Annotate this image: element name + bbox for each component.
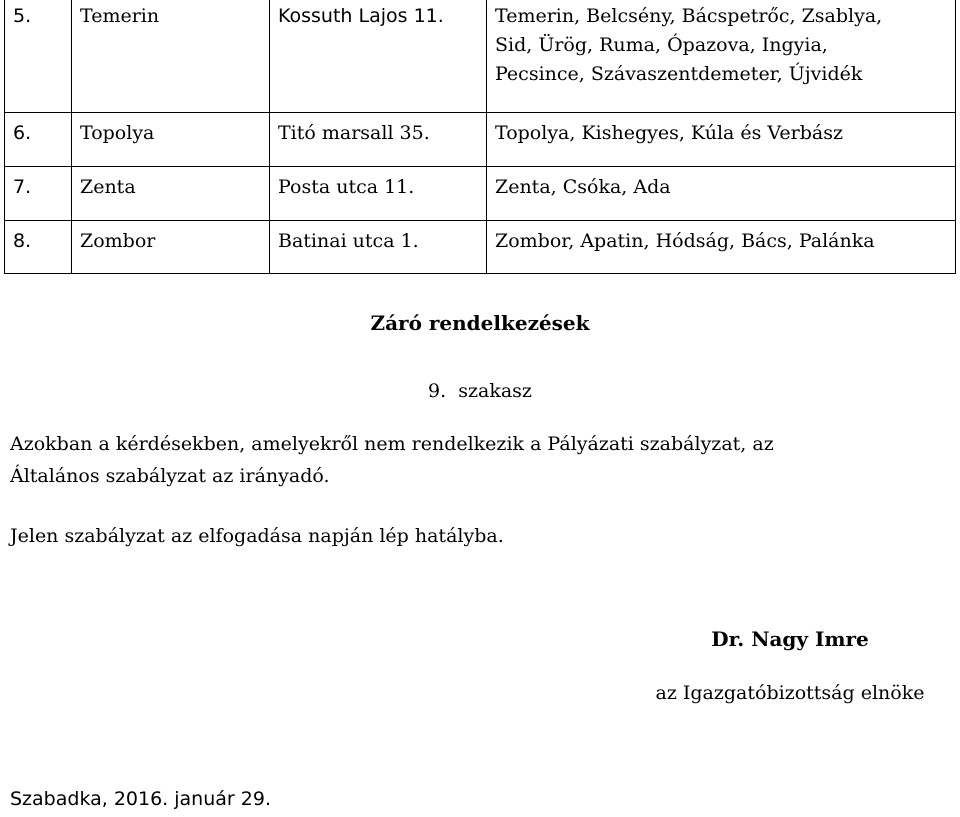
signatory-name: Dr. Nagy Imre — [711, 627, 869, 651]
row-number: 6. — [5, 112, 72, 166]
office-city: Zenta — [72, 166, 270, 220]
office-area — [487, 112, 956, 166]
office-city: Topolya — [72, 112, 270, 166]
office-area — [487, 220, 956, 273]
place-date: Szabadka, 2016. január 29. — [10, 788, 271, 810]
paragraph-applicable-rules — [10, 428, 950, 492]
office-area-line: Zenta, Csóka, Ada — [495, 175, 671, 198]
row-number: 8. — [5, 220, 72, 273]
office-area-line: Pecsince, Szávaszentdemeter, Újvidék — [495, 63, 863, 85]
office-city: Temerin — [72, 0, 270, 112]
office-area — [487, 166, 956, 220]
row-number: 5. — [5, 0, 72, 112]
office-area-line: Topolya, Kishegyes, Kúla és Verbász — [495, 121, 843, 144]
office-area — [487, 0, 956, 112]
office-city: Zombor — [72, 220, 270, 273]
paragraph-entry-into-force: Jelen szabályzat az elfogadása napján lép hatályba. — [10, 525, 504, 547]
office-address: Batinai utca 1. — [270, 220, 487, 273]
paragraph-line: Azokban a kérdésekben, amelyekről nem rendelkezik a Pályázati szabályzat, az — [10, 433, 774, 455]
office-area-line: Temerin, Belcsény, Bácspetrőc, Zsablya, — [495, 5, 883, 27]
table-row — [5, 166, 956, 220]
table-row — [5, 112, 956, 166]
office-area-line: Sid, Ürög, Ruma, Ópazova, Ingyia, — [495, 34, 828, 56]
office-area-line: Zombor, Apatin, Hódság, Bács, Palánka — [495, 229, 875, 252]
paragraph-line: Általános szabályzat az irányadó. — [10, 465, 330, 487]
signatory-role: az Igazgatóbizottság elnöke — [655, 682, 925, 704]
office-address: Posta utca 11. — [270, 166, 487, 220]
closing-heading: Záró rendelkezések — [370, 311, 590, 335]
table-row — [5, 0, 956, 112]
office-address: Titó marsall 35. — [270, 112, 487, 166]
section-title: 9. szakasz — [428, 380, 532, 402]
row-number: 7. — [5, 166, 72, 220]
office-address: Kossuth Lajos 11. — [270, 0, 487, 112]
table-row — [5, 220, 956, 273]
office-table — [4, 0, 956, 274]
